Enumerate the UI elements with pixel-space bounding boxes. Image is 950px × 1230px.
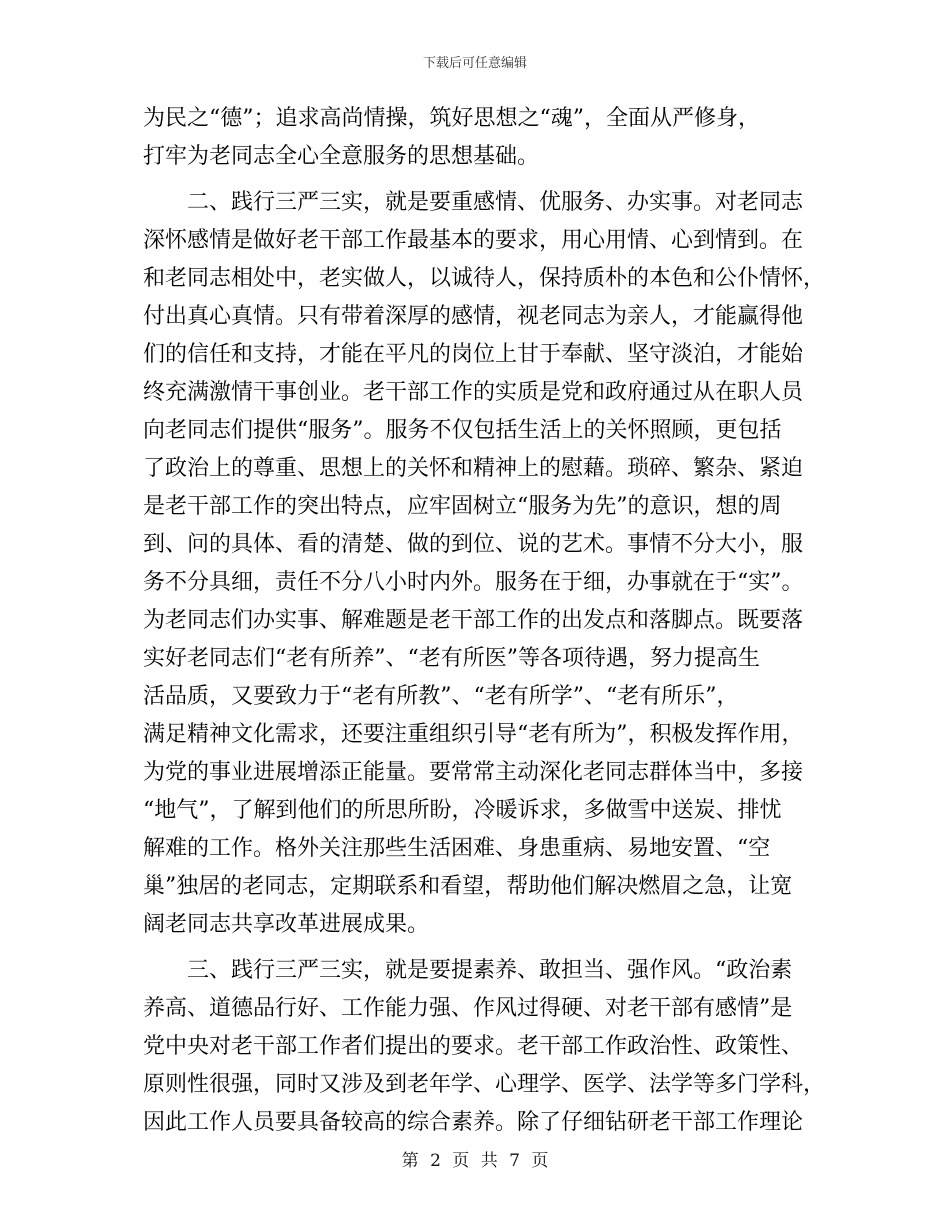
text-line: 和老同志相处中，老实做人，以诚待人，保持质朴的本色和公仆情怀，	[143, 266, 826, 291]
text-line: 活品质，又要致力于“老有所教”、“老有所学”、“老有所乐”，	[143, 684, 739, 709]
text-line: 到、问的具体、看的清楚、做的到位、说的艺术。事情不分大小，服	[143, 532, 804, 557]
text-line: 满足精神文化需求，还要注重组织引导“老有所为”，积极发挥作用，	[143, 722, 804, 747]
paragraph-gap	[143, 176, 811, 184]
text-line: 们的信任和支持，才能在平凡的岗位上甘于奉献、坚守淡泊，才能始	[143, 342, 804, 367]
text-line: 解难的工作。格外关注那些生活困难、身患重病、易地安置、“空	[143, 836, 771, 861]
page-header: 下载后可任意编辑	[422, 56, 527, 71]
document-body	[143, 100, 826, 1142]
text-line: 务不分具细，责任不分八小时内外。服务在于细，办事就在于“实”。	[143, 570, 804, 595]
text-line: 二、践行三严三实，就是要重感情、优服务、办实事。对老同志	[143, 190, 804, 215]
text-line: 终充满激情干事创业。老干部工作的实质是党和政府通过从在职人员	[143, 380, 804, 405]
text-line: 党中央对老干部工作者们提出的要求。老干部工作政治性、政策性、	[143, 1034, 804, 1059]
text-line: 付出真心真情。只有带着深厚的感情，视老同志为亲人，才能赢得他	[143, 304, 804, 329]
paragraph-gap	[143, 944, 811, 952]
text-line: 为老同志们办实事、解难题是老干部工作的出发点和落脚点。既要落	[143, 608, 804, 633]
text-line: 深怀感情是做好老干部工作最基本的要求，用心用情、心到情到。在	[143, 228, 804, 253]
text-line: 养高、道德品行好、工作能力强、作风过得硬、对老干部有感情”是	[143, 996, 793, 1021]
page-number-footer: 第 2 页 共 7 页	[401, 1151, 549, 1171]
text-line: 是老干部工作的突出特点，应牢固树立“服务为先”的意识，想的周	[143, 494, 782, 519]
text-line: 阔老同志共享改革进展成果。	[143, 912, 430, 937]
text-line: 了政治上的尊重、思想上的关怀和精神上的慰藉。琐碎、繁杂、紧迫	[143, 456, 804, 481]
text-line: 实好老同志们“老有所养”、“老有所医”等各项待遇，努力提高生	[143, 646, 760, 671]
text-line: 为党的事业进展增添正能量。要常常主动深化老同志群体当中，多接	[143, 760, 804, 785]
text-line: 原则性很强，同时又涉及到老年学、心理学、医学、法学等多门学科，	[143, 1072, 826, 1097]
text-line: 打牢为老同志全心全意服务的思想基础。	[143, 144, 540, 169]
text-line: 因此工作人员要具备较高的综合素养。除了仔细钻研老干部工作理论	[143, 1110, 804, 1135]
text-line: 巢”独居的老同志，定期联系和看望，帮助他们解决燃眉之急，让宽	[143, 874, 793, 899]
text-line: 向老同志们提供“服务”。服务不仅包括生活上的关怀照顾，更包括	[143, 418, 782, 443]
text-line: “地气”，了解到他们的所思所盼，冷暖诉求，多做雪中送炭、排忧	[143, 798, 782, 823]
text-line: 为民之“德”；追求高尚情操，筑好思想之“魂”，全面从严修身，	[143, 106, 760, 131]
text-line: 三、践行三严三实，就是要提素养、敢担当、强作风。“政治素	[143, 958, 793, 983]
